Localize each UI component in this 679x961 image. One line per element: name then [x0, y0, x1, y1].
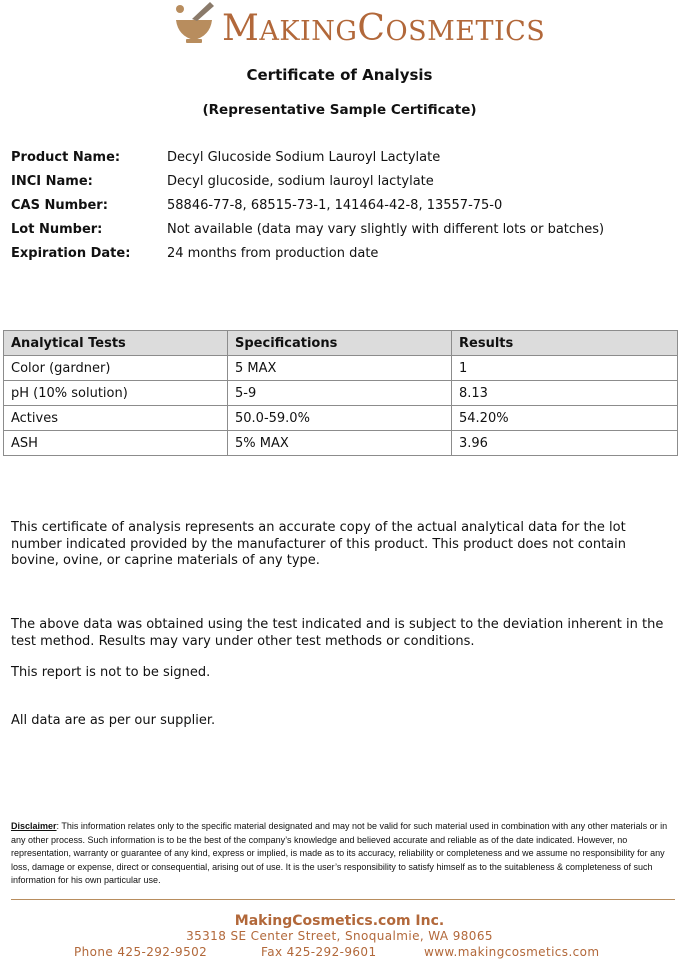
table-row — [4, 431, 678, 456]
table-cell: 54.20% — [452, 406, 678, 431]
table-cell: 50.0-59.0% — [228, 406, 452, 431]
table-row — [4, 406, 678, 431]
analytical-tests-table — [3, 330, 678, 456]
info-row-expiration-date — [11, 241, 604, 265]
test-method-statement: The above data was obtained using the test indicated and is subject to the deviation inherent in the test method. Results may vary under other test methods or conditions. — [11, 617, 664, 649]
footer-address: 35318 SE Center Street, Snoqualmie, WA 98065 — [186, 929, 493, 943]
table-cell: Color (gardner) — [4, 356, 228, 381]
signature-statement: This report is not to be signed. — [11, 665, 211, 680]
table-cell: 3.96 — [452, 431, 678, 456]
product-info — [11, 145, 604, 265]
info-label: Lot Number: — [11, 221, 103, 237]
supplier-statement: All data are as per our supplier. — [11, 713, 216, 728]
table-row — [4, 381, 678, 406]
table-cell: ASH — [4, 431, 228, 456]
brand-logo — [170, 0, 546, 49]
footer-website[interactable]: www.makingcosmetics.com — [424, 945, 600, 959]
column-header-specifications: Specifications — [228, 331, 452, 356]
disclaimer-label: Disclaimer — [11, 821, 57, 831]
footer-company: MakingCosmetics.com Inc. — [234, 913, 445, 929]
info-row-lot-number — [11, 217, 604, 241]
info-row-product-name — [11, 145, 604, 169]
info-label: Product Name: — [11, 149, 121, 165]
info-label: CAS Number: — [11, 197, 108, 213]
table-row — [4, 356, 678, 381]
footer-phone: Phone 425-292-9502 — [74, 945, 208, 959]
document-title: Certificate of Analysis — [246, 66, 433, 84]
info-value: Decyl Glucoside Sodium Lauroyl Lactylate — [167, 149, 441, 165]
table-cell: 5 MAX — [228, 356, 452, 381]
footer-divider — [11, 899, 675, 900]
footer-fax: Fax 425-292-9601 — [261, 945, 377, 959]
table-cell: 5% MAX — [228, 431, 452, 456]
info-label: Expiration Date: — [11, 245, 131, 261]
brand-name: MAKINGCOSMETICS — [222, 8, 546, 49]
table-cell: 5-9 — [228, 381, 452, 406]
disclaimer — [11, 820, 677, 888]
info-row-cas-number — [11, 193, 604, 217]
table-cell: 1 — [452, 356, 678, 381]
table-cell: Actives — [4, 406, 228, 431]
certificate-statement: This certificate of analysis represents an accurate copy of the actual analytical data for the lot number indicated provided by the manufacturer of this product. This product does not contain bovine, ovine, or caprine materials of any type. — [11, 520, 626, 568]
disclaimer-text: : This information relates only to the specific material designated and may not be valid for such material used in combination with any other materials or in any other process. Such information is to be the best of the company’s knowledge and believed accurate and reliable as of the date indicated. However, no representation, warranty or guarantee of any kind, express or implied, is made as to its accuracy, reliability or completeness and we assume no responsibility for any loss, damage or expense, direct or consequential, arising out of use. It is the user’s responsibility to satisfy himself as to the suitableness & completeness of such information for his own particular use. — [11, 821, 668, 886]
info-row-inci-name — [11, 169, 604, 193]
column-header-tests: Analytical Tests — [4, 331, 228, 356]
info-value: Decyl glucoside, sodium lauroyl lactylate — [167, 173, 434, 189]
document-subtitle: (Representative Sample Certificate) — [202, 102, 477, 118]
info-label: INCI Name: — [11, 173, 93, 189]
info-value: Not available (data may vary slightly with different lots or batches) — [167, 221, 605, 237]
table-cell: 8.13 — [452, 381, 678, 406]
table-cell: pH (10% solution) — [4, 381, 228, 406]
mortar-and-pestle-icon — [170, 0, 218, 46]
info-value: 24 months from production date — [167, 245, 379, 261]
info-value: 58846-77-8, 68515-73-1, 141464-42-8, 13557-75-0 — [167, 197, 503, 213]
column-header-results: Results — [452, 331, 678, 356]
table-header-row — [4, 331, 678, 356]
